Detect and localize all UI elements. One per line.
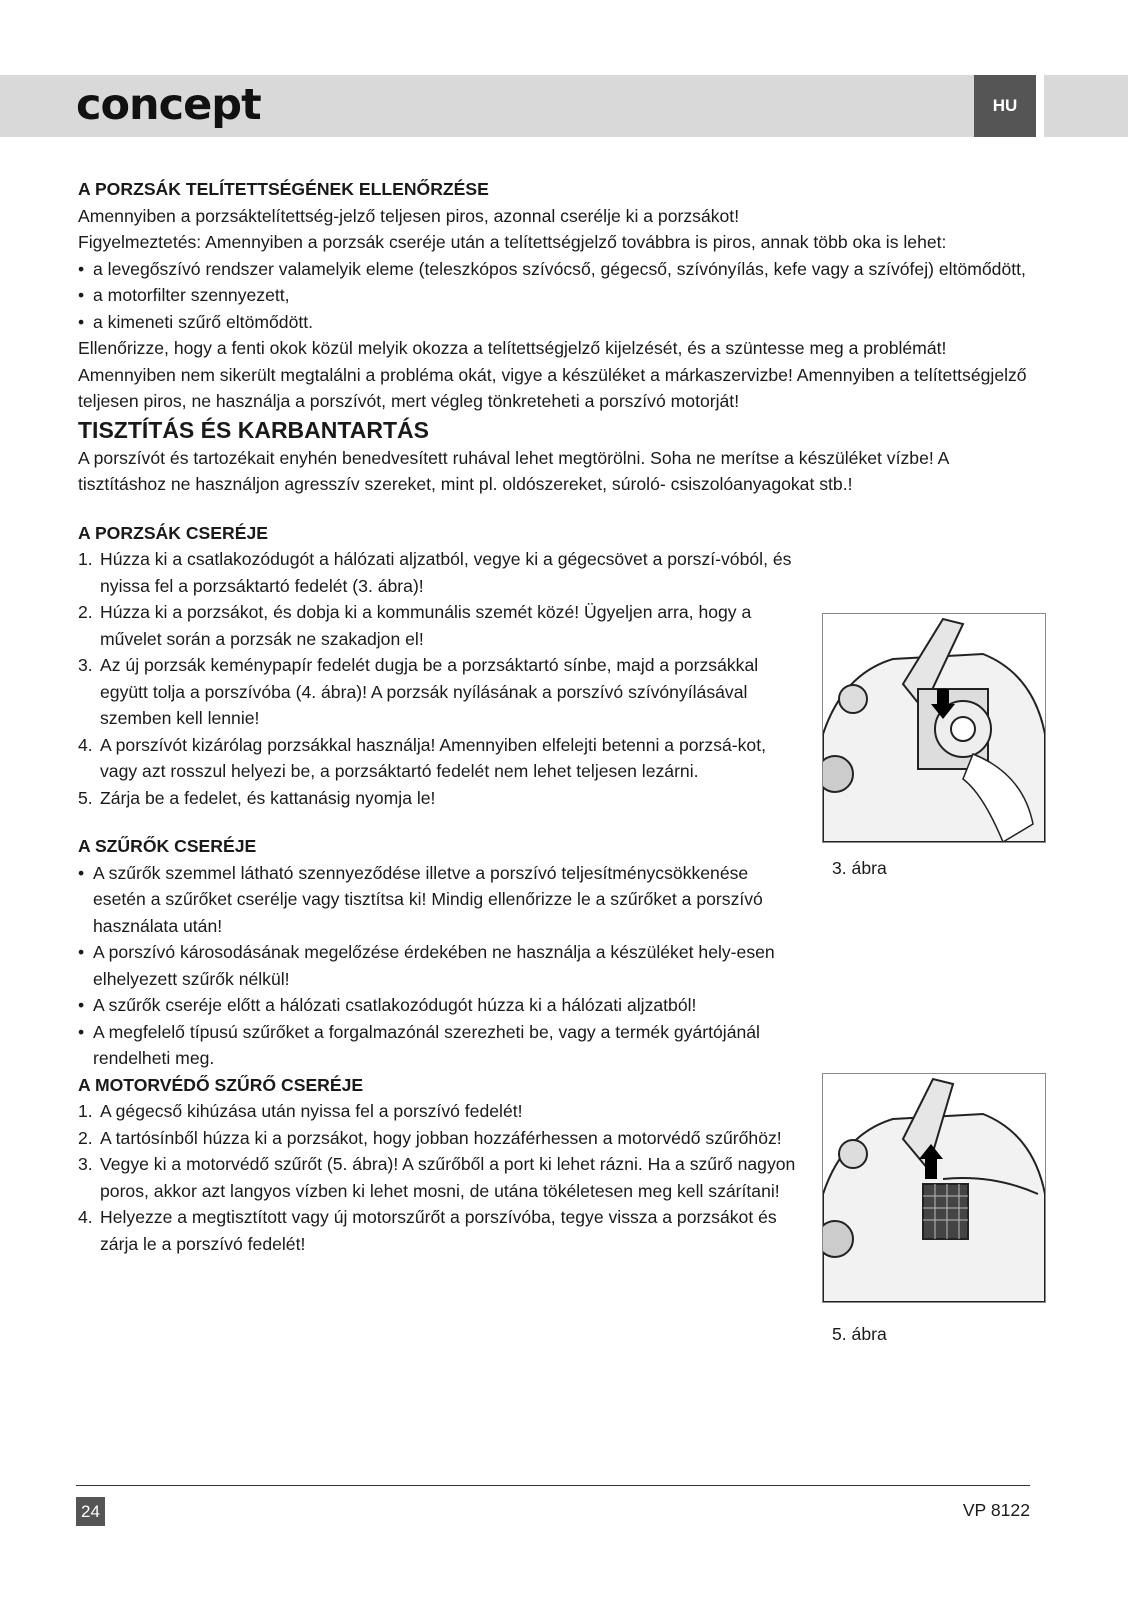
filter-list bbox=[78, 860, 798, 1072]
figure-3-illustration bbox=[822, 613, 1046, 843]
section-title-motor-filter: A MOTORVÉDŐ SZŰRŐ CSERÉJE bbox=[78, 1074, 364, 1095]
paragraph: A porszívót és tartozékait enyhén benedvesített ruhával lehet megtörölni. Soha ne merítse a készüléket vízbe! A tisztításhoz ne használjon agresszív szereket, mint pl. oldószereket, súroló- csiszolóanyagokat stb.! bbox=[78, 447, 949, 494]
section-motor-filter bbox=[78, 1072, 798, 1258]
header-divider bbox=[1036, 75, 1044, 137]
figure-5-caption: 5. ábra bbox=[832, 1324, 887, 1344]
list-item: 5. Zárja be a fedelet, és kattanásig nyomja le! bbox=[78, 787, 436, 808]
section-title-bag-fullness: A PORZSÁK TELÍTETTSÉGÉNEK ELLENŐRZÉSE bbox=[78, 179, 489, 199]
list-item: • a levegőszívó rendszer valamelyik eleme (teleszkópos szívócső, gégecső, szívónyílás, kefe vagy a szívófej) eltömődött, bbox=[78, 256, 1038, 283]
list-item: • A megfelelő típusú szűrőket a forgalmazónál szerezheti be, vagy a termék gyártójánál rendelheti meg. bbox=[78, 1019, 798, 1072]
vacuum-bag-illustration bbox=[823, 614, 1045, 842]
footer-divider bbox=[76, 1485, 1030, 1486]
steps-list bbox=[78, 1098, 798, 1257]
list-item: • A szűrők cseréje előtt a hálózati csatlakozódugót húzza ki a hálózati aljzatból! bbox=[78, 992, 798, 1019]
list-item: 3. Az új porzsák keménypapír fedelét dugja be a porzsáktartó sínbe, majd a porzsákkal együtt tolja a porszívóba (4. ábra)! A porzsák nyílásának a porszívó szívónyílásával szemben kell lennie! bbox=[78, 655, 759, 728]
paragraph: Ellenőrizze, hogy a fenti okok közül melyik okozza a telítettségjelző kijelzését, és a szüntesse meg a problémát! Amennyiben nem sikerült megtalálni a probléma okát, vigye a készüléket a márkaszervizbe! Amennyiben a telítettségjelző teljesen piros, ne használja a porszívót, mert végleg tönkreteheti a porszívó motorját! bbox=[78, 338, 1027, 411]
section-filter-replacement bbox=[78, 833, 798, 1072]
list-item: 4. A porszívót kizárólag porzsákkal használja! Amennyiben elfelejti betenni a porzsá-kot, vagy azt rosszul helyezi be, a porzsáktartó fedelét nem lehet teljesen lezárni. bbox=[78, 734, 766, 781]
model-number: VP 8122 bbox=[962, 1500, 1030, 1520]
list-item: 2. A tartósínből húzza ki a porzsákot, hogy jobban hozzáférhessen a motorvédő szűrőhöz! bbox=[78, 1127, 782, 1148]
motor-filter-illustration bbox=[823, 1074, 1045, 1302]
causes-list bbox=[78, 256, 1038, 336]
list-item: 1. A gégecső kihúzása után nyissa fel a porszívó fedelét! bbox=[78, 1101, 523, 1121]
list-item: • a kimeneti szűrő eltömődött. bbox=[78, 309, 1038, 336]
section-title-cleaning: TISZTÍTÁS ÉS KARBANTARTÁS bbox=[78, 416, 429, 443]
figure-5-illustration bbox=[822, 1073, 1046, 1303]
list-item: 4. Helyezze a megtisztított vagy új motorszűrőt a porszívóba, tegye vissza a porzsákot és zárja le a porszívó fedelét! bbox=[78, 1207, 777, 1254]
list-item: • A porszívó károsodásának megelőzése érdekében ne használja a készüléket hely-esen elhelyezett szűrők nélkül! bbox=[78, 939, 798, 992]
list-item: 3. Vegye ki a motorvédő szűrőt (5. ábra)! A szűrőből a port ki lehet rázni. Ha a szűrő nagyon poros, akkor azt langyos vízben ki lehet mosni, de utána tökéletesen meg kell szárítani! bbox=[78, 1154, 796, 1201]
section-bag-replacement bbox=[78, 520, 798, 812]
warning-paragraph: Figyelmeztetés: Amennyiben a porzsák cseréje után a telítettségjelző továbbra is piros, annak több oka is lehet: bbox=[78, 232, 947, 252]
list-item: • A szűrők szemmel látható szennyeződése illetve a porszívó teljesítménycsökkenése esetén a szűrőket cserélje vagy tisztítsa ki! Mindig ellenőrizze le a szűrőket a porszívó használata után! bbox=[78, 860, 798, 940]
language-badge: HU bbox=[974, 75, 1036, 137]
brand-logo: concept bbox=[76, 80, 261, 130]
list-item: 2. Húzza ki a porzsákot, és dobja ki a kommunális szemét közé! Ügyeljen arra, hogy a művelet során a porzsák ne szakadjon el! bbox=[78, 602, 752, 649]
list-item: • a motorfilter szennyezett, bbox=[78, 282, 1038, 309]
paragraph: Amennyiben a porzsáktelítettség-jelző teljesen piros, azonnal cserélje ki a porzsákot! bbox=[78, 205, 740, 226]
section-title-filter-replacement: A SZŰRŐK CSERÉJE bbox=[78, 836, 257, 856]
section-title-bag-replacement: A PORZSÁK CSERÉJE bbox=[78, 522, 268, 543]
figure-3-caption: 3. ábra bbox=[832, 858, 887, 878]
list-item: 1. Húzza ki a csatlakozódugót a hálózati aljzatból, vegye ki a gégecsövet a porszí-vóból, és nyissa fel a porzsáktartó fedelét (3. ábra)! bbox=[78, 549, 792, 596]
page-number: 24 bbox=[76, 1497, 105, 1526]
steps-list bbox=[78, 546, 798, 811]
